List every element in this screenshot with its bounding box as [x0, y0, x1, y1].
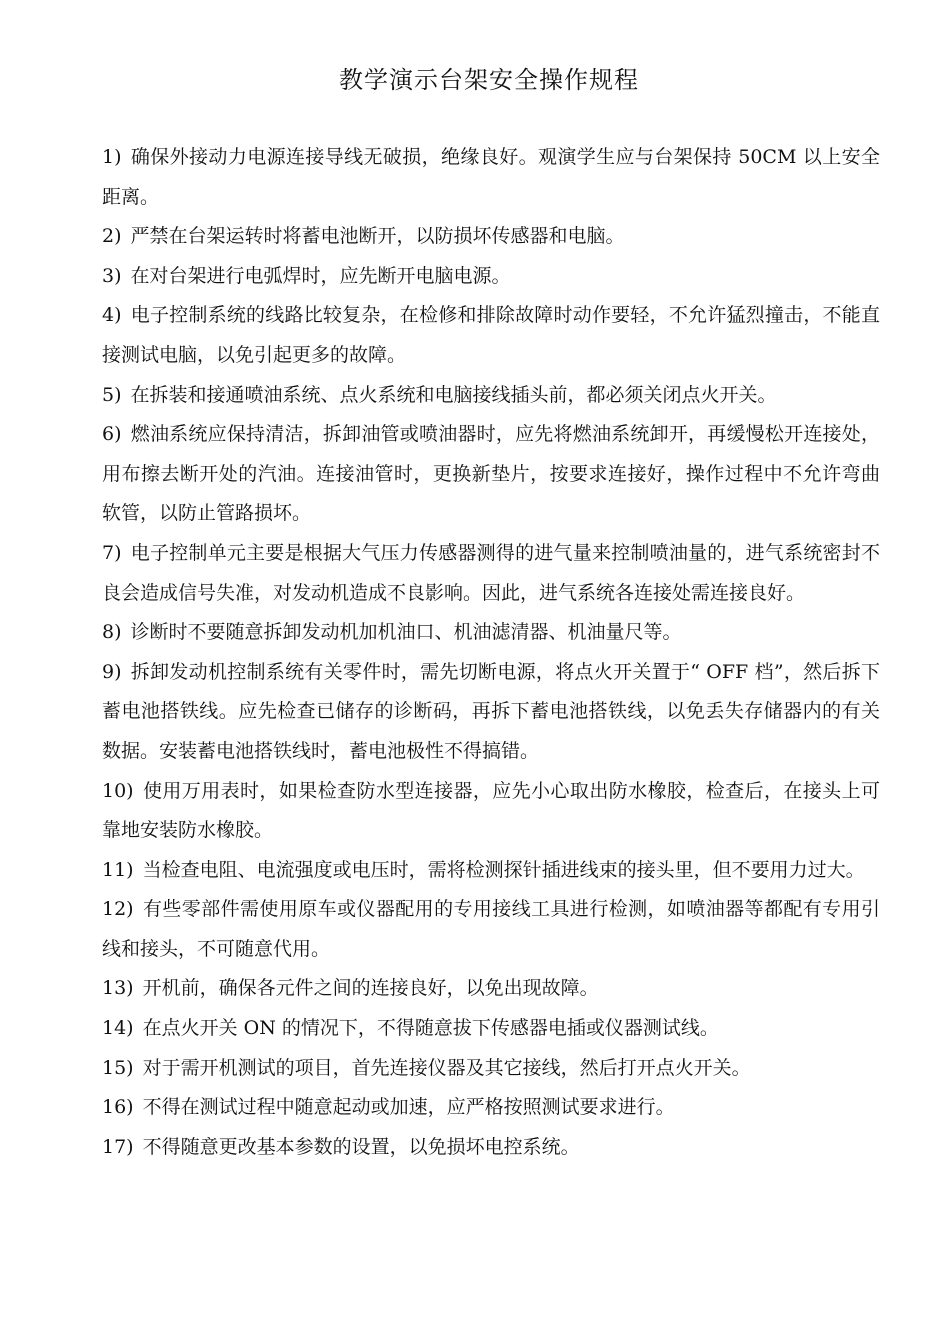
rule-number: 14): [102, 1017, 134, 1040]
rule-text: 拆卸发动机控制系统有关零件时，需先切断电源，将点火开关置于“ OFF 档”，然后拆下蓄电池搭铁线。应先检查已储存的诊断码，再拆下蓄电池搭铁线，以免丢失存储器内的有关数据。安装蓄电池搭铁线时，蓄电池极性不得搞错。: [102, 660, 880, 762]
rule-item: [102, 217, 880, 257]
rule-text: 在点火开关 ON 的情况下，不得随意拔下传感器电插或仪器测试线。: [142, 1017, 719, 1040]
rule-number: 10): [102, 779, 134, 802]
rule-item: [102, 534, 880, 613]
rule-item: [102, 653, 880, 772]
rule-item: [102, 890, 880, 969]
rule-number: 3): [102, 264, 122, 287]
rule-item: [102, 772, 880, 851]
rule-text: 对于需开机测试的项目，首先连接仪器及其它接线，然后打开点火开关。: [142, 1056, 751, 1079]
document-title: 教学演示台架安全操作规程: [339, 66, 639, 94]
rule-item: [102, 1088, 880, 1128]
rule-item: [102, 257, 880, 297]
rule-number: 15): [102, 1056, 134, 1079]
rule-text: 使用万用表时，如果检查防水型连接器，应先小心取出防水橡胶，检查后，在接头上可靠地安装防水橡胶。: [102, 779, 880, 842]
rule-number: 17): [102, 1135, 134, 1158]
rule-item: [102, 1049, 880, 1089]
rule-number: 2): [102, 225, 122, 248]
rule-item: [102, 138, 880, 217]
rule-text: 不得在测试过程中随意起动或加速，应严格按照测试要求进行。: [142, 1096, 675, 1119]
rule-number: 5): [102, 383, 122, 406]
rule-text: 不得随意更改基本参数的设置，以免损坏电控系统。: [142, 1135, 580, 1158]
rule-item: [102, 1009, 880, 1049]
rule-item: [102, 376, 880, 416]
rule-text: 严禁在台架运转时将蓄电池断开，以防损坏传感器和电脑。: [130, 225, 625, 248]
rule-text: 在拆装和接通喷油系统、点火系统和电脑接线插头前，都必须关闭点火开关。: [130, 383, 777, 406]
rule-item: [102, 415, 880, 534]
rule-text: 开机前，确保各元件之间的连接良好，以免出现故障。: [142, 977, 599, 1000]
rule-number: 9): [102, 660, 122, 683]
rule-text: 当检查电阻、电流强度或电压时，需将检测探针插进线束的接头里，但不要用力过大。: [142, 858, 865, 881]
rule-item: [102, 1128, 880, 1168]
rule-text: 电子控制系统的线路比较复杂，在检修和排除故障时动作要轻，不允许猛烈撞击，不能直接测试电脑，以免引起更多的故障。: [102, 304, 880, 366]
rule-number: 7): [102, 541, 122, 564]
rule-text: 确保外接动力电源连接导线无破损，绝缘良好。观演学生应与台架保持 50CM 以上安全距离。: [102, 146, 880, 208]
rule-text: 在对台架进行电弧焊时，应先断开电脑电源。: [130, 264, 511, 287]
rule-text: 有些零部件需使用原车或仪器配用的专用接线工具进行检测，如喷油器等都配有专用引线和接头，不可随意代用。: [102, 898, 880, 960]
rule-number: 1): [102, 146, 122, 168]
rule-text: 诊断时不要随意拆卸发动机加机油口、机油滤清器、机油量尺等。: [130, 621, 682, 644]
rule-number: 13): [102, 977, 134, 1000]
rule-number: 12): [102, 898, 134, 921]
rule-number: 16): [102, 1096, 134, 1119]
rule-item: [102, 851, 880, 891]
rule-text: 燃油系统应保持清洁，拆卸油管或喷油器时，应先将燃油系统卸开，再缓慢松开连接处，用布擦去断开处的汽油。连接油管时，更换新垫片，按要求连接好，操作过程中不允许弯曲软管，以防止管路损坏。: [102, 423, 880, 525]
rule-number: 8): [102, 621, 122, 644]
rule-number: 11): [102, 858, 134, 881]
rule-item: [102, 969, 880, 1009]
rule-text: 电子控制单元主要是根据大气压力传感器测得的进气量来控制喷油量的，进气系统密封不良会造成信号失准，对发动机造成不良影响。因此，进气系统各连接处需连接良好。: [102, 541, 880, 604]
rule-item: [102, 296, 880, 375]
rule-item: [102, 613, 880, 653]
rule-number: 6): [102, 423, 122, 446]
rule-number: 4): [102, 304, 122, 327]
rules-list: [102, 138, 880, 1167]
